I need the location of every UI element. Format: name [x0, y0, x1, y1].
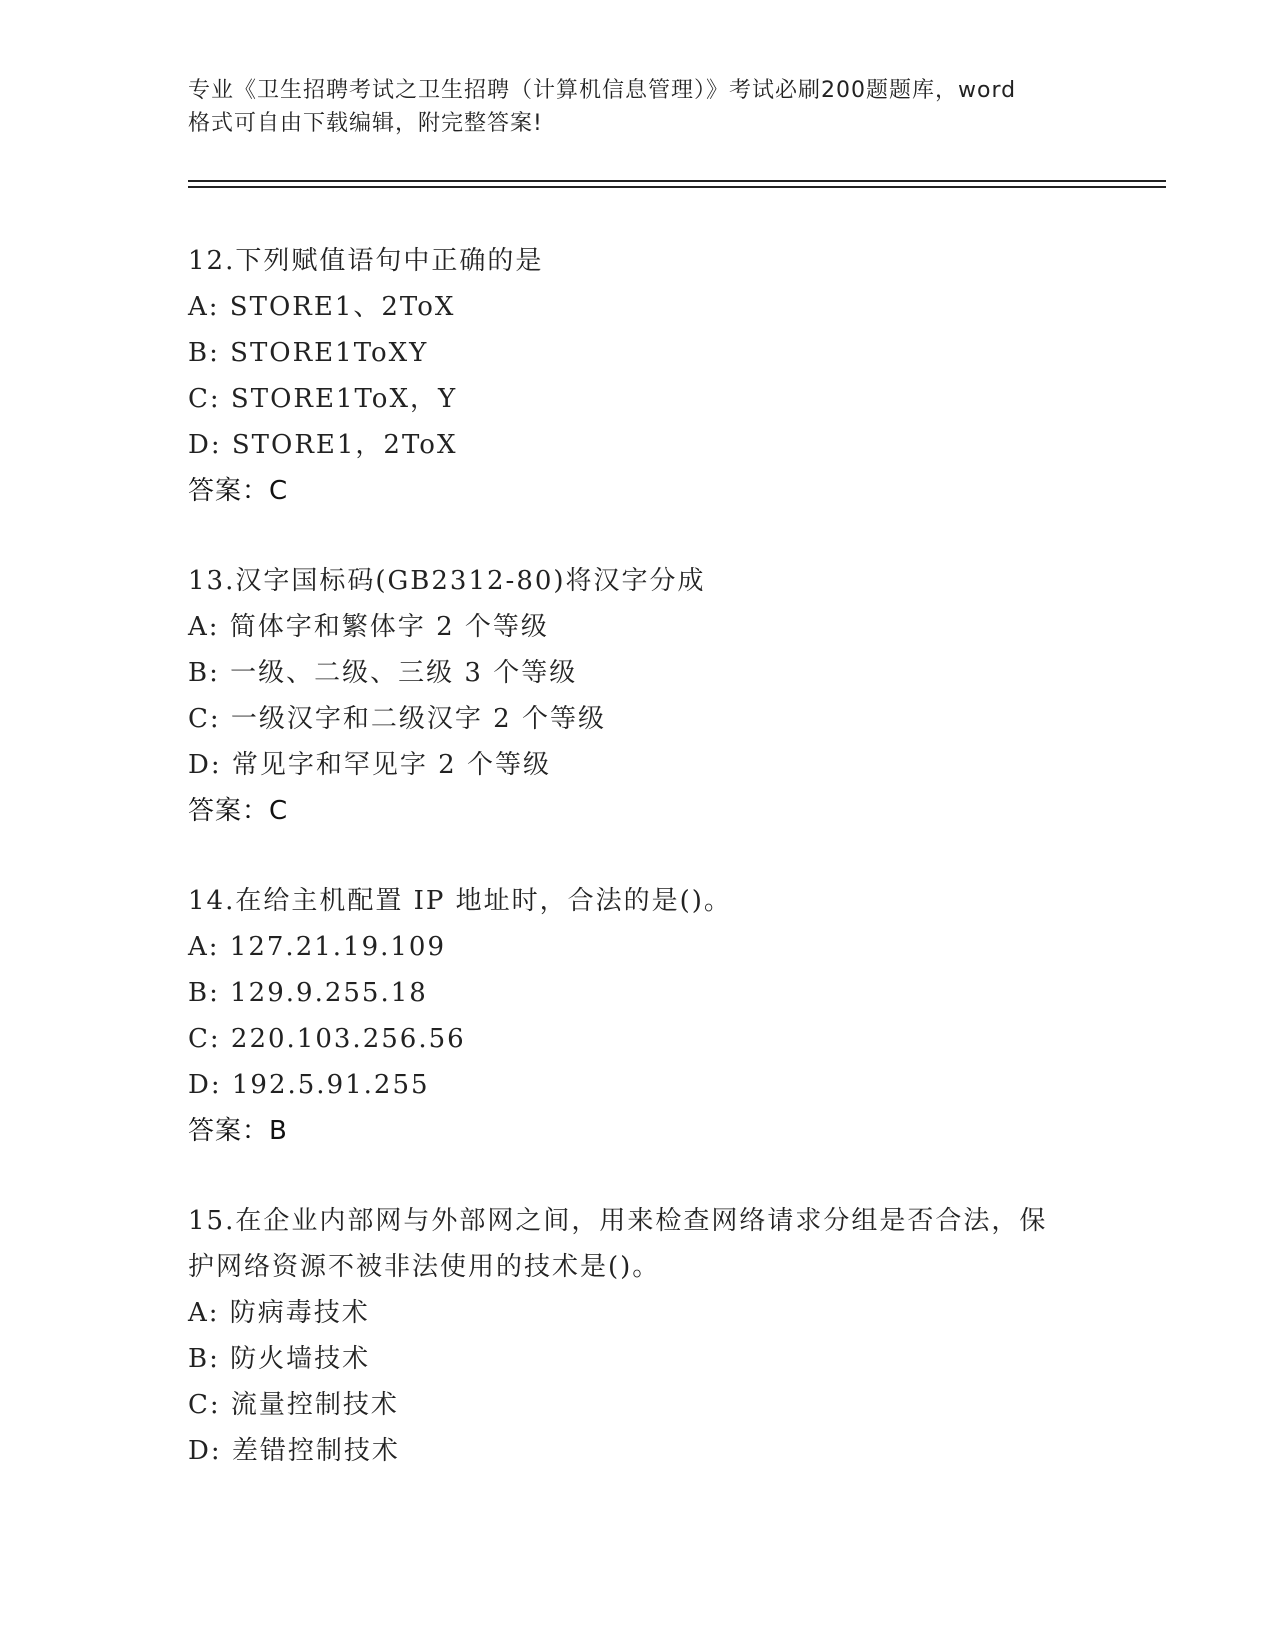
answer: 答案：C: [188, 476, 289, 506]
option-d: D: 常见字和罕见字 2 个等级: [188, 750, 551, 780]
option-b: B: 防火墙技术: [188, 1344, 371, 1374]
question-13: [188, 558, 1088, 834]
header-divider-bottom: [188, 186, 1166, 188]
option-b: B: STORE1ToXY: [188, 338, 429, 368]
question-stem: 14.在给主机配置 IP 地址时，合法的是()。: [188, 886, 732, 916]
question-stem: 12.下列赋值语句中正确的是: [188, 246, 544, 276]
option-d: D: 差错控制技术: [188, 1436, 400, 1466]
question-15: [188, 1198, 1088, 1474]
option-d: D: STORE1，2ToX: [188, 430, 458, 460]
option-a: A: 简体字和繁体字 2 个等级: [188, 612, 549, 642]
header-line-2: 格式可自由下载编辑，附完整答案!: [188, 111, 543, 136]
answer: 答案：B: [188, 1116, 288, 1146]
question-stem-continued: 护网络资源不被非法使用的技术是()。: [188, 1252, 661, 1282]
header-divider-top: [188, 180, 1166, 182]
option-c: C: STORE1ToX，Y: [188, 384, 458, 414]
question-stem: 13.汉字国标码(GB2312-80)将汉字分成: [188, 566, 706, 596]
option-a: A: 防病毒技术: [188, 1298, 370, 1328]
document-header: [188, 74, 1088, 140]
option-b: B: 129.9.255.18: [188, 978, 428, 1008]
question-stem: 15.在企业内部网与外部网之间，用来检查网络请求分组是否合法，保: [188, 1206, 1048, 1236]
option-d: D: 192.5.91.255: [188, 1070, 430, 1100]
option-c: C: 流量控制技术: [188, 1390, 399, 1420]
question-12: [188, 238, 1088, 514]
option-a: A: 127.21.19.109: [188, 932, 447, 962]
option-c: C: 220.103.256.56: [188, 1024, 466, 1054]
option-b: B: 一级、二级、三级 3 个等级: [188, 658, 578, 688]
option-c: C: 一级汉字和二级汉字 2 个等级: [188, 704, 606, 734]
header-line-1: 专业《卫生招聘考试之卫生招聘（计算机信息管理）》考试必刷200题题库，word: [188, 78, 1017, 103]
option-a: A: STORE1、2ToX: [188, 292, 456, 322]
answer: 答案：C: [188, 796, 289, 826]
question-14: [188, 878, 1088, 1154]
